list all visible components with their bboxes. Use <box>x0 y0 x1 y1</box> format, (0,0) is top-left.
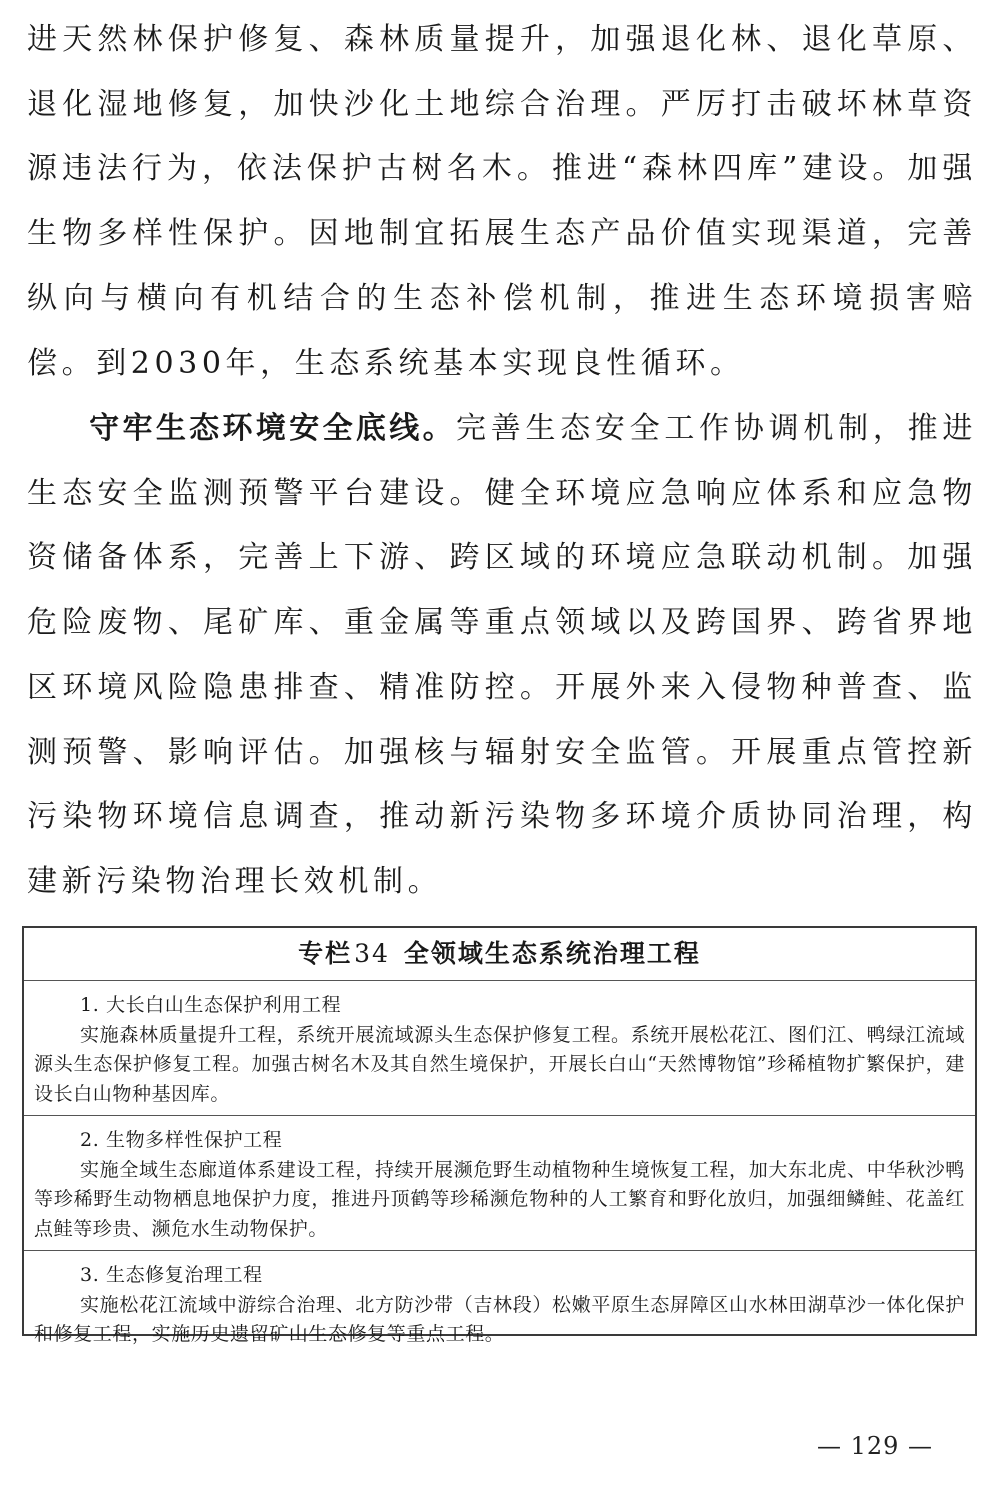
section-title: 2. 生物多样性保护工程 <box>80 1129 283 1151</box>
feature-box-number: 34 <box>354 939 390 968</box>
feature-box <box>22 926 977 1345</box>
feature-box-section <box>24 981 975 1116</box>
page-number: — 129 — <box>816 1432 934 1460</box>
paragraph-text: 进天然林保护修复、森林质量提升，加强退化林、退化草原、退化湿地修复，加快沙化土地综合治理。严厉打击破坏林草资源违法行为，依法保护古树名木。推进“森林四库”建设。加强生物多样性保护。因地制宜拓展生态产品价值实现渠道，完善纵向与横向有机结合的生态补偿机制，推进生态环境损害赔偿。到2030年，生态系统基本实现良性循环。 <box>27 22 977 381</box>
feature-box-section <box>24 1251 975 1356</box>
section-body: 实施森林质量提升工程，系统开展流域源头生态保护修复工程。系统开展松花江、图们江、鸭绿江流域源头生态保护修复工程。加强古树名木及其自然生境保护，开展长白山“天然博物馆”珍稀植物扩繁保护，建设长白山物种基因库。 <box>34 1023 965 1105</box>
feature-box-section <box>24 1116 975 1251</box>
section-body: 实施松花江流域中游综合治理、北方防沙带（吉林段）松嫩平原生态屏障区山水林田湖草沙一体化保护和修复工程，实施历史遗留矿山生态修复等重点工程。 <box>34 1293 965 1345</box>
body-paragraph <box>27 397 977 915</box>
section-body: 实施全域生态廊道体系建设工程，持续开展濒危野生动植物种生境恢复工程，加大东北虎、中华秋沙鸭等珍稀野生动物栖息地保护力度，推进丹顶鹤等珍稀濒危物种的人工繁育和野化放归，加强细鳞鲑、花盖红点鲑等珍贵、濒危水生动物保护。 <box>34 1158 965 1240</box>
feature-box-heading: 全领域生态系统治理工程 <box>403 939 701 968</box>
section-title: 3. 生态修复治理工程 <box>80 1264 263 1286</box>
paragraph-lead-heading: 守牢生态环境安全底线。 <box>89 411 456 446</box>
body-paragraph <box>27 8 977 396</box>
section-title: 1. 大长白山生态保护利用工程 <box>80 994 342 1016</box>
feature-box-title <box>24 928 975 981</box>
feature-box-label: 专栏 <box>298 939 353 968</box>
paragraph-text: 完善生态安全工作协调机制，推进生态安全监测预警平台建设。健全环境应急响应体系和应急物资储备体系，完善上下游、跨区域的环境应急联动机制。加强危险废物、尾矿库、重金属等重点领域以及跨国界、跨省界地区环境风险隐患排查、精准防控。开展外来入侵物种普查、监测预警、影响评估。加强核与辐射安全监管。开展重点管控新污染物环境信息调查，推动新污染物多环境介质协同治理，构建新污染物治理长效机制。 <box>27 411 977 899</box>
